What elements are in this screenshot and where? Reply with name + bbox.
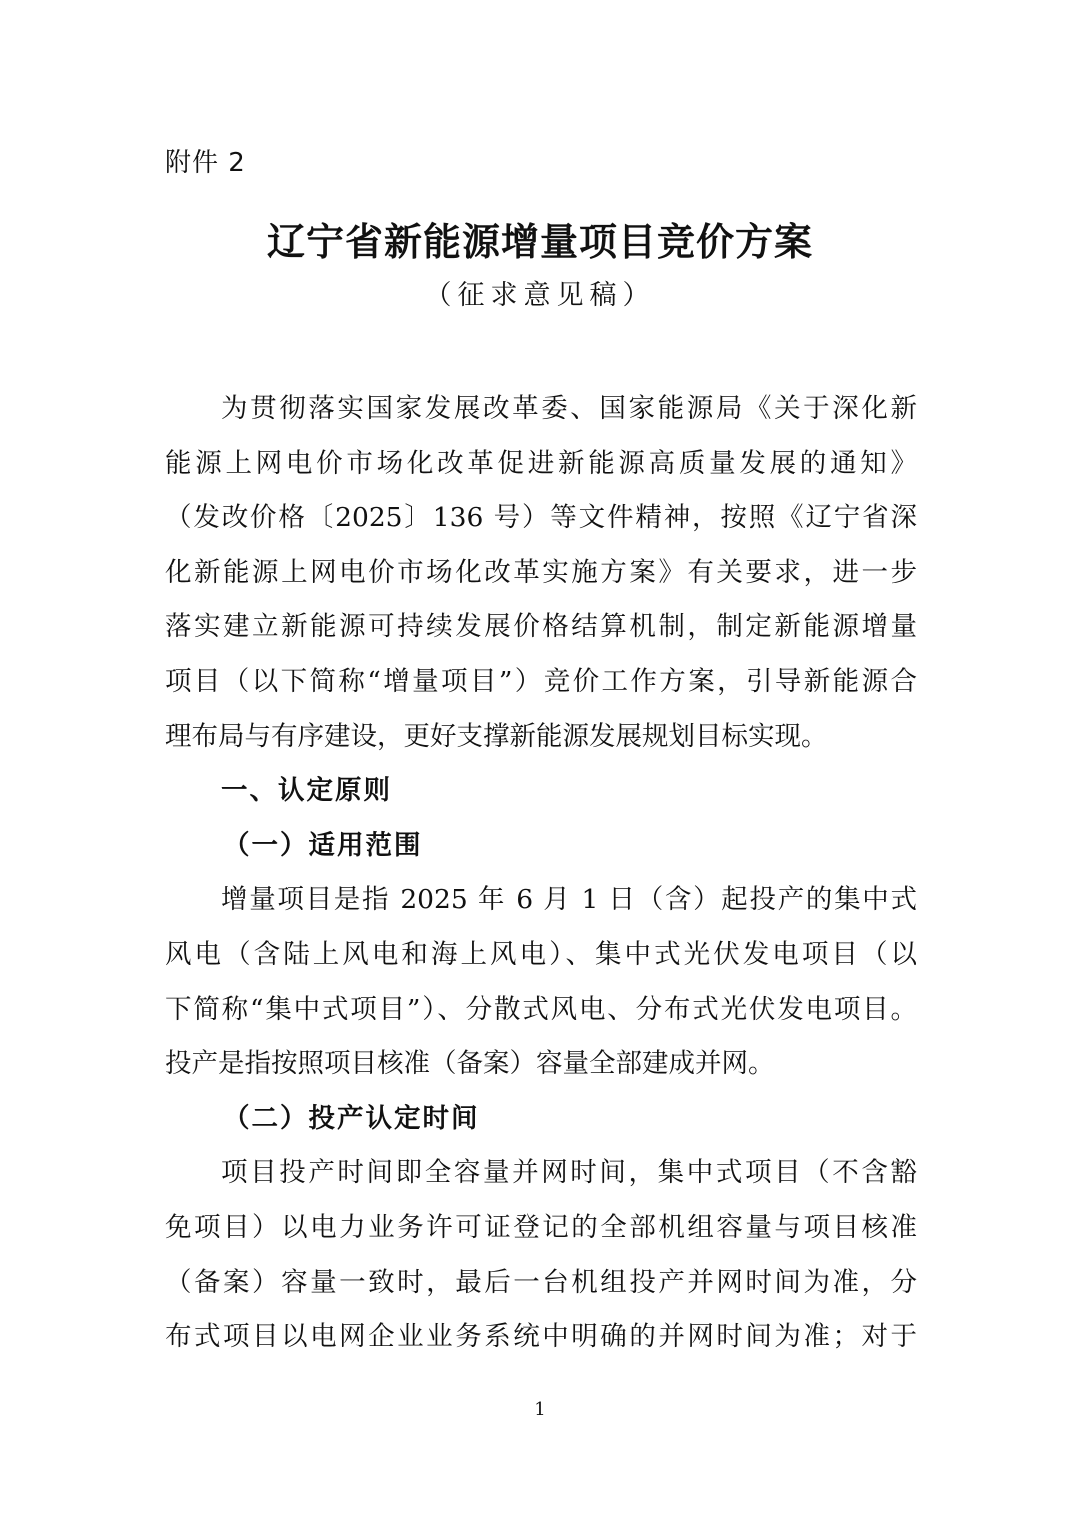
intro-paragraph-line: 为贯彻落实国家发展改革委、国家能源局《关于深化新 <box>221 393 917 424</box>
scope-paragraph-line: 增量项目是指 2025 年 6 月 1 日（含）起投产的集中式 <box>221 884 917 916</box>
document-body <box>165 382 917 1365</box>
commissioning-paragraph-line: 布式项目以电网企业业务系统中明确的并网时间为准；对于 <box>165 1321 917 1353</box>
subsection-heading-scope: （一）适用范围 <box>223 829 423 861</box>
section-heading-principles: 一、认定原则 <box>221 775 392 807</box>
commissioning-paragraph-line: 免项目）以电力业务许可证登记的全部机组容量与项目核准 <box>165 1211 917 1243</box>
intro-paragraph-line: 落实建立新能源可持续发展价格结算机制，制定新能源增量 <box>165 611 917 643</box>
scope-paragraph-line: 风电（含陆上风电和海上风电）、集中式光伏发电项目（以 <box>165 938 917 970</box>
intro-paragraph-line: 项目（以下简称“增量项目”）竞价工作方案，引导新能源合 <box>165 665 917 697</box>
document-subtitle: （征求意见稿） <box>424 280 656 311</box>
scope-paragraph-line: 下简称“集中式项目”）、分散式风电、分布式光伏发电项目。 <box>165 993 917 1025</box>
document-title: 辽宁省新能源增量项目竞价方案 <box>266 219 813 264</box>
intro-paragraph-line: 能源上网电价市场化改革促进新能源高质量发展的通知》 <box>165 447 917 479</box>
page-number: 1 <box>534 1399 546 1420</box>
intro-paragraph-line: （发改价格〔2025〕136 号）等文件精神，按照《辽宁省深 <box>165 502 917 534</box>
scope-paragraph-line: 投产是指按照项目核准（备案）容量全部建成并网。 <box>165 1048 775 1080</box>
subsection-heading-commissioning-time: （二）投产认定时间 <box>223 1102 480 1134</box>
attachment-label: 附件 2 <box>165 148 246 178</box>
commissioning-paragraph-line: 项目投产时间即全容量并网时间，集中式项目（不含豁 <box>221 1157 917 1189</box>
commissioning-paragraph-line: （备案）容量一致时，最后一台机组投产并网时间为准，分 <box>165 1266 917 1298</box>
intro-paragraph-line: 化新能源上网电价市场化改革实施方案》有关要求，进一步 <box>165 556 917 588</box>
intro-paragraph-line: 理布局与有序建设，更好支撑新能源发展规划目标实现。 <box>165 720 828 752</box>
